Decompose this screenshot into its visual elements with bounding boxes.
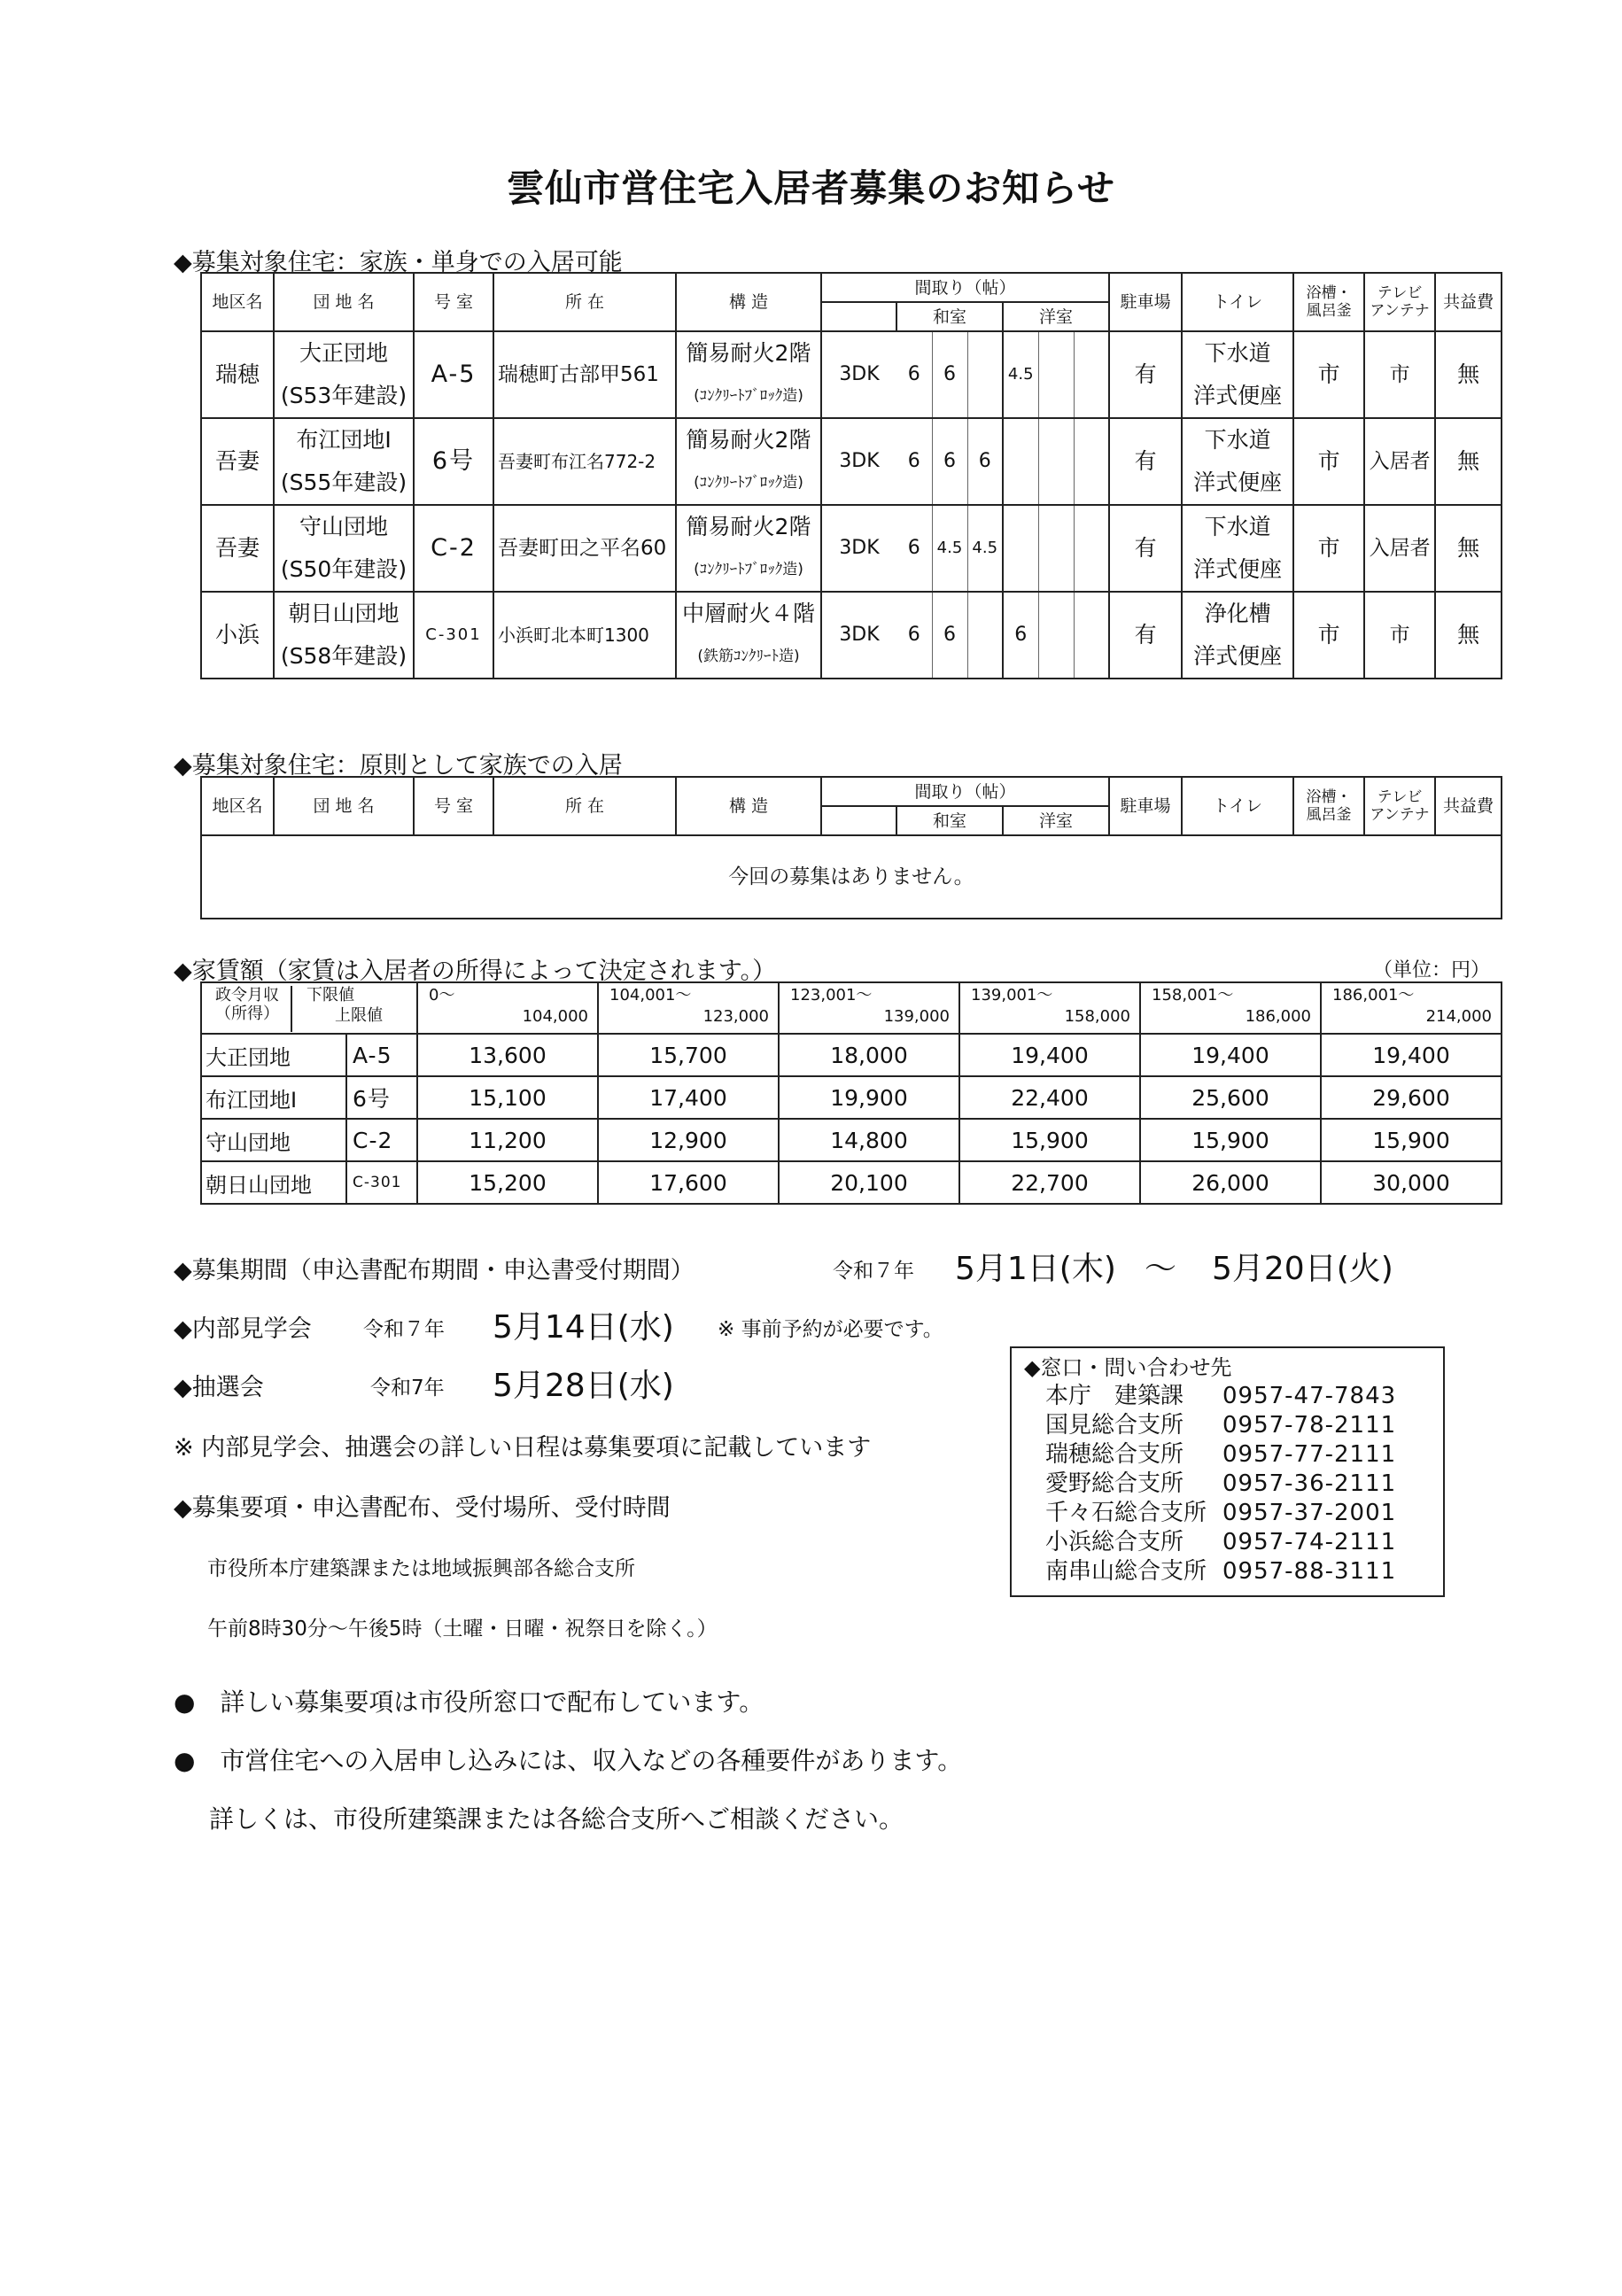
cell-area: 吾妻 [201, 505, 274, 592]
cell-w3 [967, 331, 1003, 418]
cell-w1: 6 [896, 592, 932, 679]
cell-room: C-301 [414, 592, 493, 679]
cell-complex: 朝日山団地 (S58年建設) [274, 592, 414, 679]
cell-fee: 無 [1435, 418, 1502, 505]
cell-y2 [1038, 505, 1074, 592]
cell-w3 [967, 592, 1003, 679]
period-era: 令和７年 [833, 1260, 914, 1283]
rent-room: 6号 [346, 1076, 417, 1119]
rent-value: 19,400 [1321, 1034, 1502, 1076]
period-tilde: ～ [1145, 1251, 1177, 1287]
th-parking: 駐車場 [1109, 273, 1182, 331]
rent-value: 13,600 [417, 1034, 598, 1076]
th-layout: 間取り（帖） [821, 273, 1109, 302]
th-tv: テレビ アンテナ [1364, 273, 1435, 331]
th-room: 号 室 [414, 273, 493, 331]
cell-complex: 大正団地 (S53年建設) [274, 331, 414, 418]
housing-row [201, 592, 1502, 679]
cell-room: 6号 [414, 418, 493, 505]
cell-address: 小浜町北本町1300 [493, 592, 676, 679]
bullet-consult: 詳しくは、市役所建築課または各総合支所へご相談ください。 [209, 1804, 904, 1834]
cell-toilet: 浄化槽 洋式便座 [1182, 592, 1293, 679]
rent-value: 15,700 [598, 1034, 779, 1076]
cell-y1: 4.5 [1003, 331, 1038, 418]
rent-complex: 朝日山団地 [201, 1161, 346, 1204]
income-bracket: 158,001～ 186,000 [1140, 982, 1321, 1034]
income-bracket: 139,001～ 158,000 [959, 982, 1140, 1034]
cell-parking: 有 [1109, 418, 1182, 505]
th2-area: 地区名 [201, 777, 274, 835]
th2-layout-type [821, 806, 896, 835]
rent-row [201, 1076, 1502, 1119]
cell-type: 3DK [821, 418, 896, 505]
rent-room: C-301 [346, 1161, 417, 1204]
cell-tv: 入居者 [1364, 418, 1435, 505]
cell-w1: 6 [896, 418, 932, 505]
cell-bath: 市 [1293, 331, 1364, 418]
cell-type: 3DK [821, 331, 896, 418]
th-area: 地区名 [201, 273, 274, 331]
cell-structure: 中層耐火４階 (鉄筋ｺﾝｸﾘｰﾄ造) [676, 592, 821, 679]
no-recruitment-message: 今回の募集はありません。 [201, 835, 1502, 919]
cell-structure: 簡易耐火2階 (ｺﾝｸﾘｰﾄﾌﾞﾛｯｸ造) [676, 331, 821, 418]
income-bracket: 123,001～ 139,000 [779, 982, 959, 1034]
cell-w2: 4.5 [932, 505, 967, 592]
housing-row [201, 418, 1502, 505]
cell-address: 瑞穂町古部甲561 [493, 331, 676, 418]
th2-yoshitsu: 洋室 [1003, 806, 1109, 835]
th2-structure: 構 造 [676, 777, 821, 835]
cell-type: 3DK [821, 505, 896, 592]
th2-layout: 間取り（帖） [821, 777, 1109, 806]
cell-bath: 市 [1293, 418, 1364, 505]
th2-address: 所 在 [493, 777, 676, 835]
lottery-date: 5月28日(水) [493, 1368, 674, 1404]
th-toilet: トイレ [1182, 273, 1293, 331]
contact-phone: 0957-74-2111 [1222, 1529, 1397, 1555]
th2-tv: テレビ アンテナ [1364, 777, 1435, 835]
housing-table-1 [200, 272, 1502, 679]
rent-value: 20,100 [779, 1161, 959, 1204]
contact-item [1012, 1440, 1443, 1470]
th2-room: 号 室 [414, 777, 493, 835]
guide-hours: 午前8時30分～午後5時（土曜・日曜・祝祭日を除く。） [207, 1617, 718, 1641]
rent-room: C-2 [346, 1119, 417, 1161]
rent-value: 15,900 [959, 1119, 1140, 1161]
income-bracket: 104,001～ 123,000 [598, 982, 779, 1034]
contact-office: 小浜総合支所 [1045, 1529, 1184, 1555]
page-title: 雲仙市営住宅入居者募集のお知らせ [507, 167, 1115, 210]
contact-title: ◆窓口・問い合わせ先 [1024, 1355, 1232, 1380]
contact-phone: 0957-37-2001 [1222, 1500, 1397, 1526]
rent-room: A-5 [346, 1034, 417, 1076]
rent-table [200, 981, 1502, 1205]
contact-office: 瑞穂総合支所 [1045, 1441, 1184, 1468]
rent-row [201, 1161, 1502, 1204]
contact-office: 本庁 建築課 [1045, 1383, 1184, 1409]
cell-fee: 無 [1435, 592, 1502, 679]
rent-value: 29,600 [1321, 1076, 1502, 1119]
tour-era: 令和７年 [363, 1318, 445, 1341]
rent-value: 15,900 [1140, 1119, 1321, 1161]
lottery-era: 令和7年 [370, 1377, 445, 1400]
rent-value: 15,900 [1321, 1119, 1502, 1161]
cell-room: A-5 [414, 331, 493, 418]
section2-heading: ◆募集対象住宅：原則として家族での入居 [174, 752, 623, 780]
housing-row [201, 331, 1502, 418]
th-yoshitsu: 洋室 [1003, 302, 1109, 331]
cell-fee: 無 [1435, 331, 1502, 418]
cell-bath: 市 [1293, 505, 1364, 592]
contact-item [1012, 1470, 1443, 1499]
period-end: 5月20日(火) [1212, 1251, 1393, 1287]
cell-complex: 守山団地 (S50年建設) [274, 505, 414, 592]
rent-unit: （単位：円） [1373, 959, 1491, 981]
cell-w2: 6 [932, 331, 967, 418]
th2-parking: 駐車場 [1109, 777, 1182, 835]
rent-value: 14,800 [779, 1119, 959, 1161]
rent-complex: 布江団地Ⅰ [201, 1076, 346, 1119]
rent-value: 11,200 [417, 1119, 598, 1161]
cell-structure: 簡易耐火2階 (ｺﾝｸﾘｰﾄﾌﾞﾛｯｸ造) [676, 505, 821, 592]
cell-toilet: 下水道 洋式便座 [1182, 331, 1293, 418]
bullet-guide: ● 詳しい募集要項は市役所窓口で配布しています。 [174, 1687, 764, 1717]
rent-row [201, 1119, 1502, 1161]
cell-tv: 入居者 [1364, 505, 1435, 592]
rent-value: 22,700 [959, 1161, 1140, 1204]
tour-note: ※ 事前予約が必要です。 [718, 1318, 943, 1341]
cell-bath: 市 [1293, 592, 1364, 679]
rent-corner: 政令月収 （所得） 下限値 上限値 [201, 982, 417, 1034]
rent-value: 26,000 [1140, 1161, 1321, 1204]
cell-complex: 布江団地Ⅰ (S55年建設) [274, 418, 414, 505]
contact-office: 国見総合支所 [1045, 1412, 1184, 1439]
contact-phone: 0957-77-2111 [1222, 1441, 1397, 1468]
cell-area: 吾妻 [201, 418, 274, 505]
rent-value: 19,900 [779, 1076, 959, 1119]
rent-value: 19,400 [959, 1034, 1140, 1076]
th2-washitsu: 和室 [896, 806, 1003, 835]
th-address: 所 在 [493, 273, 676, 331]
cell-room: C-2 [414, 505, 493, 592]
th2-complex: 団 地 名 [274, 777, 414, 835]
rent-value: 15,100 [417, 1076, 598, 1119]
contact-office: 愛野総合支所 [1045, 1470, 1184, 1497]
rent-row [201, 1034, 1502, 1076]
rent-value: 30,000 [1321, 1161, 1502, 1204]
th-washitsu: 和室 [896, 302, 1003, 331]
schedule-note: ※ 内部見学会、抽選会の詳しい日程は募集要項に記載しています [174, 1434, 872, 1462]
housing-row [201, 505, 1502, 592]
th-complex: 団 地 名 [274, 273, 414, 331]
rent-value: 19,400 [1140, 1034, 1321, 1076]
income-bracket: 186,001～ 214,000 [1321, 982, 1502, 1034]
cell-parking: 有 [1109, 505, 1182, 592]
cell-y3 [1074, 592, 1109, 679]
cell-y2 [1038, 592, 1074, 679]
rent-value: 18,000 [779, 1034, 959, 1076]
contact-phone: 0957-47-7843 [1222, 1383, 1397, 1409]
cell-address: 吾妻町田之平名60 [493, 505, 676, 592]
cell-y1 [1003, 418, 1038, 505]
th2-bath: 浴槽・ 風呂釜 [1293, 777, 1364, 835]
cell-y1 [1003, 505, 1038, 592]
tour-date: 5月14日(水) [493, 1309, 674, 1346]
contact-phone: 0957-36-2111 [1222, 1470, 1397, 1497]
rent-value: 17,400 [598, 1076, 779, 1119]
housing-table-2 [200, 776, 1502, 919]
contact-item [1012, 1528, 1443, 1557]
cell-y2 [1038, 331, 1074, 418]
cell-fee: 無 [1435, 505, 1502, 592]
th-layout-type [821, 302, 896, 331]
period-start: 5月1日(木) [955, 1251, 1116, 1287]
contact-item [1012, 1557, 1443, 1586]
cell-w1: 6 [896, 505, 932, 592]
cell-y3 [1074, 418, 1109, 505]
th2-toilet: トイレ [1182, 777, 1293, 835]
contact-item [1012, 1499, 1443, 1528]
cell-y1: 6 [1003, 592, 1038, 679]
contact-phone: 0957-88-3111 [1222, 1558, 1397, 1585]
cell-y3 [1074, 505, 1109, 592]
th-structure: 構 造 [676, 273, 821, 331]
cell-type: 3DK [821, 592, 896, 679]
cell-w1: 6 [896, 331, 932, 418]
cell-w3: 6 [967, 418, 1003, 505]
rent-complex: 守山団地 [201, 1119, 346, 1161]
rent-value: 22,400 [959, 1076, 1140, 1119]
th-fee: 共益費 [1435, 273, 1502, 331]
cell-area: 小浜 [201, 592, 274, 679]
rent-value: 12,900 [598, 1119, 779, 1161]
bullet-requirements: ● 市営住宅への入居申し込みには、収入などの各種要件があります。 [174, 1746, 963, 1775]
period-label: ◆募集期間（申込書配布期間・申込書受付期間） [174, 1257, 695, 1284]
cell-toilet: 下水道 洋式便座 [1182, 505, 1293, 592]
cell-w3: 4.5 [967, 505, 1003, 592]
cell-w2: 6 [932, 418, 967, 505]
cell-parking: 有 [1109, 331, 1182, 418]
cell-w2: 6 [932, 592, 967, 679]
contact-office: 千々石総合支所 [1045, 1500, 1207, 1526]
cell-parking: 有 [1109, 592, 1182, 679]
tour-label: ◆内部見学会 [174, 1315, 312, 1343]
th2-fee: 共益費 [1435, 777, 1502, 835]
income-bracket: 0～ 104,000 [417, 982, 598, 1034]
cell-address: 吾妻町布江名772-2 [493, 418, 676, 505]
section1-heading: ◆募集対象住宅：家族・単身での入居可能 [174, 249, 623, 276]
cell-area: 瑞穂 [201, 331, 274, 418]
contact-office: 南串山総合支所 [1045, 1558, 1207, 1585]
cell-y3 [1074, 331, 1109, 418]
cell-y2 [1038, 418, 1074, 505]
guide-label: ◆募集要項・申込書配布、受付場所、受付時間 [174, 1494, 671, 1522]
rent-heading: ◆家賃額（家賃は入居者の所得によって決定されます。） [174, 958, 777, 985]
rent-value: 25,600 [1140, 1076, 1321, 1119]
cell-tv: 市 [1364, 331, 1435, 418]
lottery-label: ◆抽選会 [174, 1374, 264, 1401]
contact-item [1012, 1411, 1443, 1440]
contact-box [1010, 1346, 1445, 1597]
th-bath: 浴槽・ 風呂釜 [1293, 273, 1364, 331]
guide-place: 市役所本庁建築課または地域振興部各総合支所 [207, 1557, 635, 1580]
rent-value: 17,600 [598, 1161, 779, 1204]
cell-tv: 市 [1364, 592, 1435, 679]
cell-structure: 簡易耐火2階 (ｺﾝｸﾘｰﾄﾌﾞﾛｯｸ造) [676, 418, 821, 505]
rent-complex: 大正団地 [201, 1034, 346, 1076]
contact-phone: 0957-78-2111 [1222, 1412, 1397, 1439]
contact-item [1012, 1382, 1443, 1411]
rent-value: 15,200 [417, 1161, 598, 1204]
cell-toilet: 下水道 洋式便座 [1182, 418, 1293, 505]
